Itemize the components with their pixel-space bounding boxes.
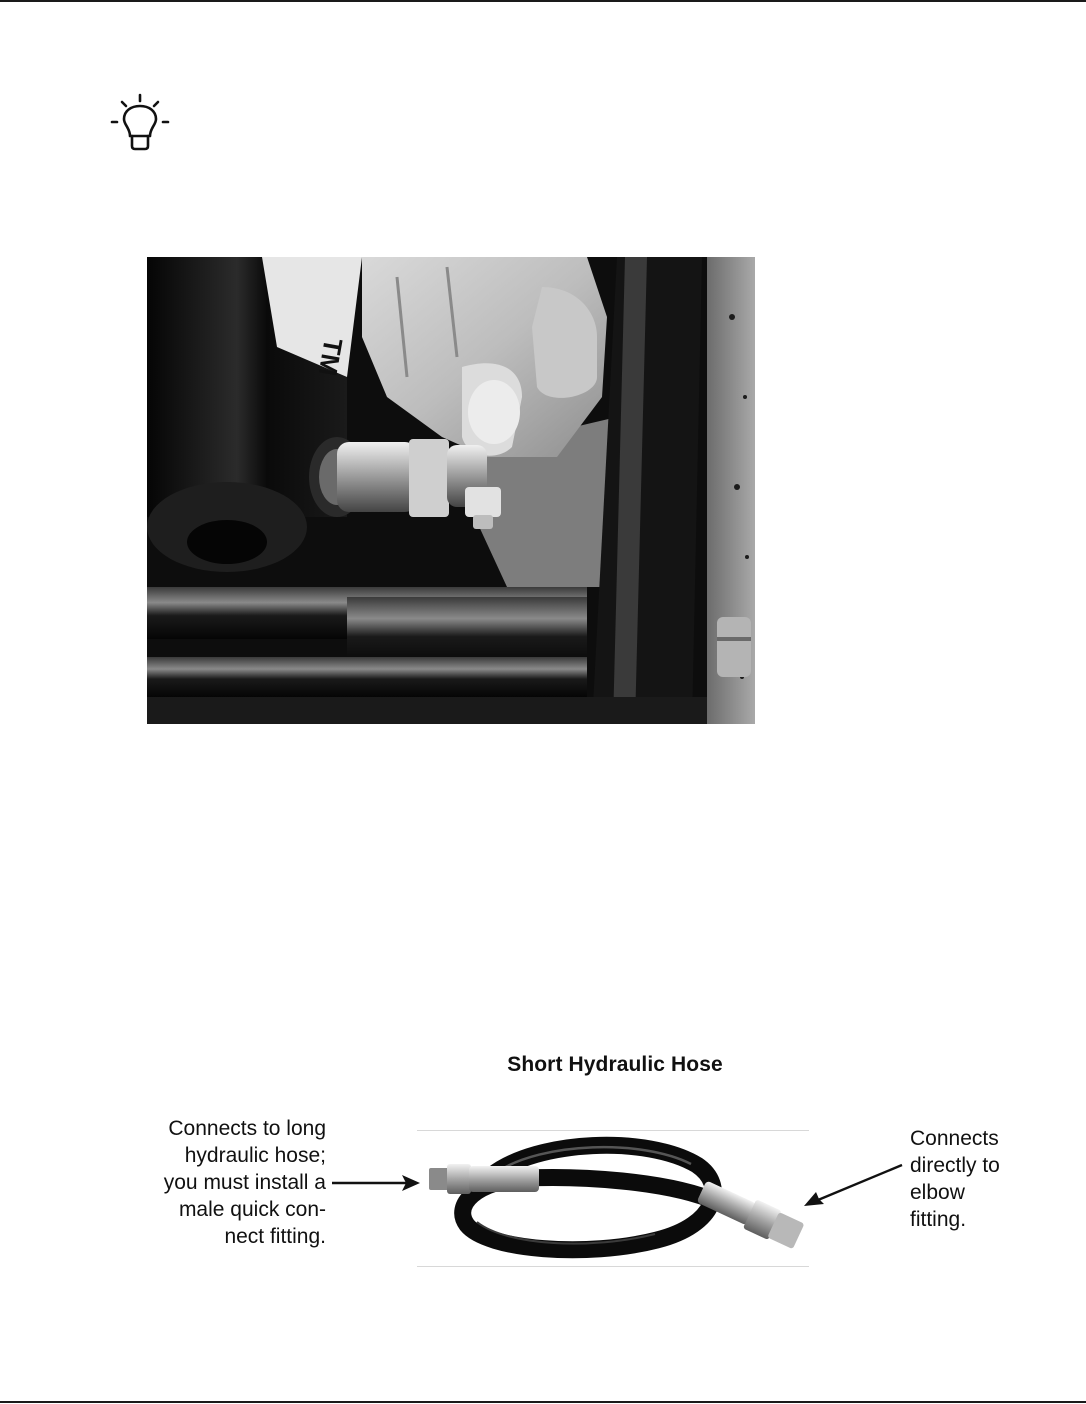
hydraulic-hose-photo xyxy=(417,1130,809,1267)
left-callout-line: hydraulic hose; xyxy=(184,1144,326,1167)
left-callout-line: male quick con- xyxy=(178,1198,326,1221)
elbow-fitting-photo xyxy=(147,257,755,724)
right-arrow-icon xyxy=(802,1160,906,1210)
left-callout-line: nect fitting. xyxy=(224,1225,326,1248)
hose-figure-title: Short Hydraulic Hose xyxy=(507,1053,723,1076)
right-callout-line: Connects xyxy=(910,1127,999,1150)
right-callout-line: fitting. xyxy=(910,1208,967,1231)
right-callout-line: elbow xyxy=(910,1181,965,1204)
left-arrow-icon xyxy=(330,1170,422,1196)
right-callout xyxy=(910,1125,1060,1233)
bottom-rule xyxy=(0,1401,1086,1403)
left-callout xyxy=(112,1115,326,1250)
top-rule xyxy=(0,0,1086,2)
lightbulb-icon xyxy=(108,92,170,154)
right-callout-line: directly to xyxy=(910,1154,1000,1177)
cylinder-label-text: TM xyxy=(312,335,349,379)
left-callout-line: Connects to long xyxy=(168,1117,326,1140)
left-callout-line: you must install a xyxy=(163,1171,326,1194)
